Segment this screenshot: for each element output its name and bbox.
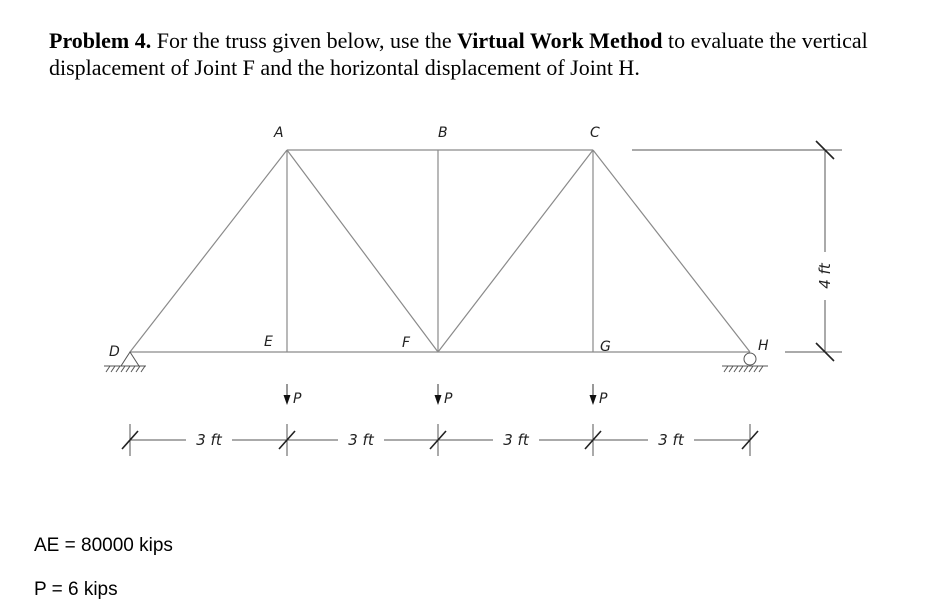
- joint-label-B: B: [438, 125, 448, 141]
- span-label-2: 3 ft: [348, 431, 374, 449]
- height-dimension-line: [632, 141, 842, 361]
- problem-heading: Problem 4.: [49, 28, 152, 53]
- member-F-C: [438, 150, 593, 352]
- joint-label-E: E: [264, 334, 273, 350]
- joint-label-G: G: [600, 339, 611, 355]
- joint-label-H: H: [758, 338, 769, 354]
- span-label-1: 3 ft: [196, 431, 222, 449]
- joint-label-D: D: [109, 344, 120, 360]
- member-D-A: [130, 150, 287, 352]
- load-arrow-E: [284, 384, 291, 405]
- load-label-F: P: [444, 391, 453, 407]
- p-value: P = 6 kips: [34, 579, 118, 600]
- height-label: 4 ft: [816, 263, 834, 289]
- joint-label-C: C: [590, 125, 600, 141]
- ae-value: AE = 80000 kips: [34, 535, 173, 556]
- load-label-E: P: [293, 391, 302, 407]
- load-label-G: P: [599, 391, 608, 407]
- load-arrow-F: [435, 384, 442, 405]
- member-C-H: [593, 150, 750, 352]
- span-label-3: 3 ft: [503, 431, 529, 449]
- joint-label-F: F: [402, 335, 411, 351]
- span-label-4: 3 ft: [658, 431, 684, 449]
- member-A-F: [287, 150, 438, 352]
- problem-text-1: For the truss given below, use the: [151, 28, 458, 53]
- method-name: Virtual Work Method: [457, 28, 663, 53]
- problem-text-2: to evaluate the vertical displacement of Joint F and the horizontal displacement of Joint H.: [49, 28, 868, 80]
- roller-support-H: [722, 353, 768, 372]
- load-arrow-G: [590, 384, 597, 405]
- joint-label-A: A: [274, 125, 284, 141]
